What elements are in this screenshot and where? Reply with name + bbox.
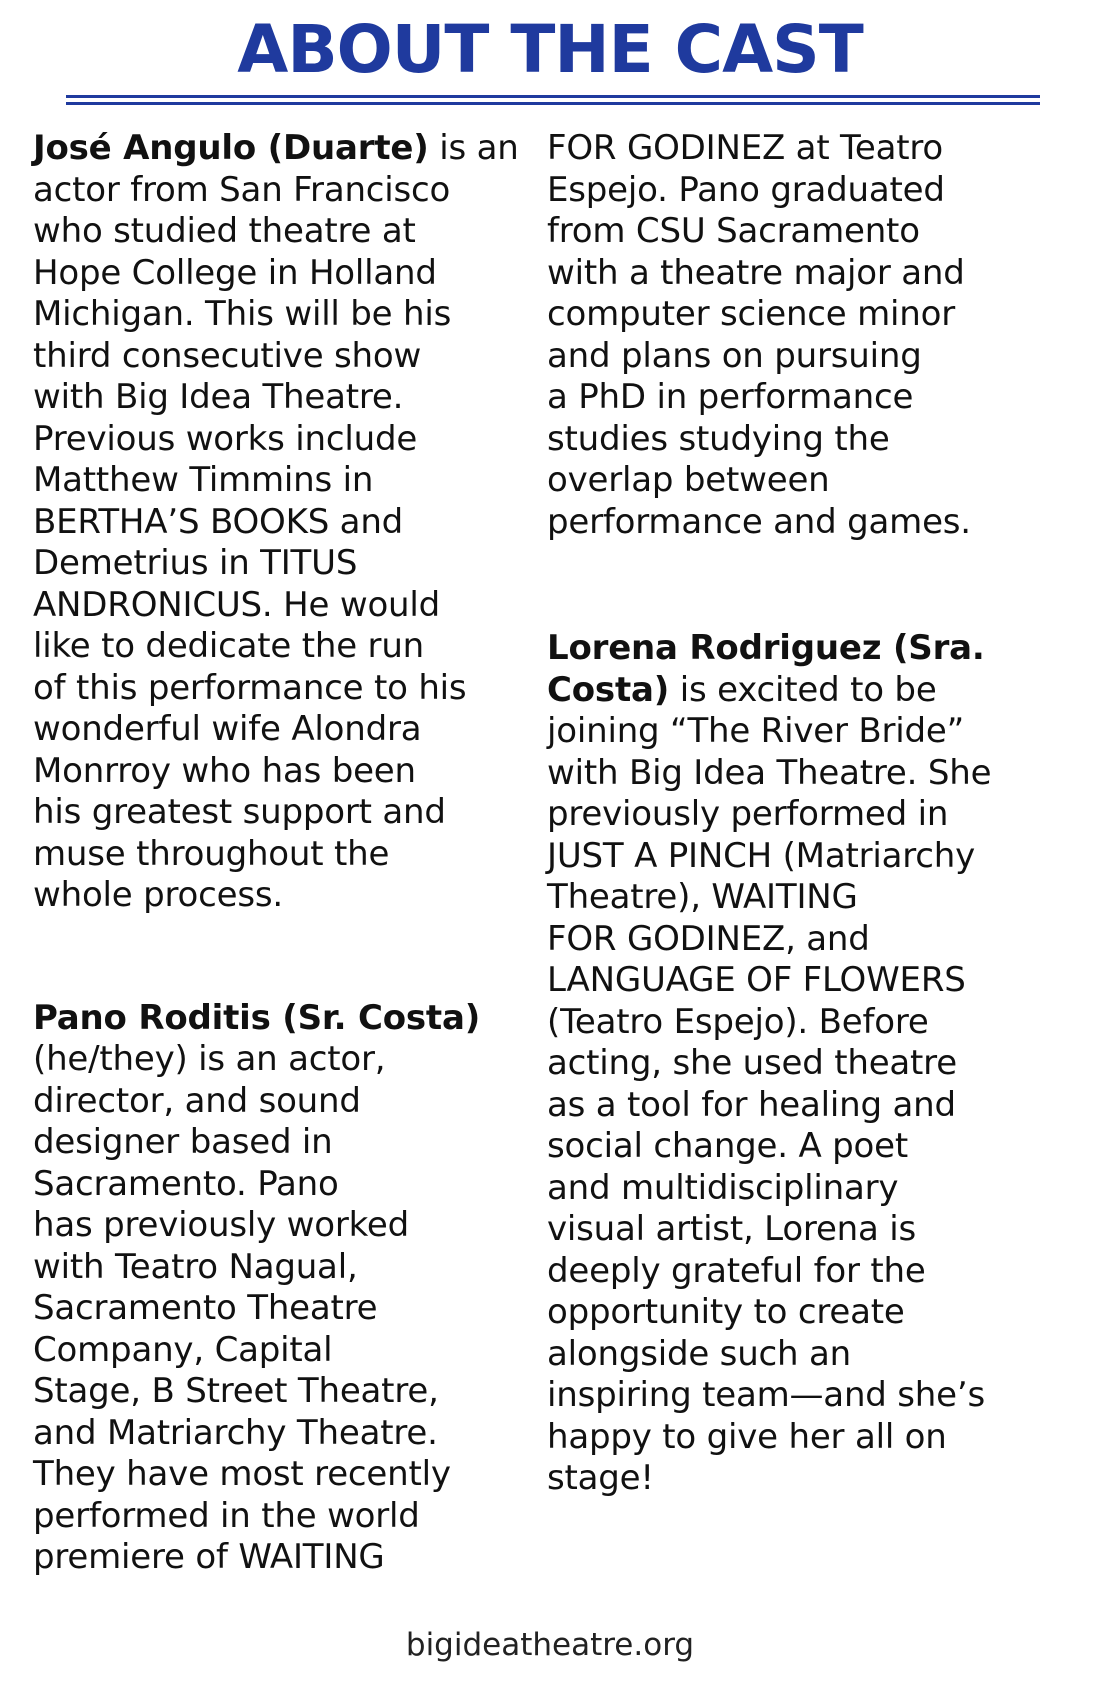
left-column <box>33 128 533 1579</box>
title-divider-bottom <box>66 102 1040 105</box>
bio-pano-roditis <box>33 998 533 1579</box>
bio-text-continuation: FOR GODINEZ at Teatro Espejo. Pano graduated from CSU Sacramento with a theatre major and computer science minor and plans on pursuing a PhD in performance studies studying the overlap between performance and games. <box>547 128 971 542</box>
title-divider-top <box>66 95 1040 98</box>
page-header <box>0 8 1100 92</box>
right-column <box>547 128 1067 1500</box>
bio-name: Lorena Rodriguez (Sra. Costa) <box>547 628 985 710</box>
bio-pano-roditis-continued <box>547 128 1067 543</box>
bio-lorena-rodriguez <box>547 628 1067 1500</box>
page-title: ABOUT THE CAST <box>237 11 863 88</box>
bio-name: José Angulo (Duarte) <box>33 128 429 168</box>
website-url: bigideatheatre.org <box>405 1627 695 1663</box>
bio-text: is excited to be joining “The River Bride” with Big Idea Theatre. She previously performed in JUST A PINCH (Matriarchy Theatre), WAITING FOR GODINEZ, and LANGUAGE OF FLOWERS (Teatro Espejo). Before acting, she used theatre as a tool for healing and social change. A poet and multidisciplinary visual artist, Lorena is deeply grateful for the opportunity to create alongside such an inspiring team—and she’s happy to give her all on stage! <box>547 669 992 1498</box>
footer-website <box>0 1625 1100 1665</box>
bio-jose-angulo <box>33 128 533 917</box>
bio-text: is an actor from San Francisco who studied theatre at Hope College in Holland Michigan. This will be his third consecutive show with Big Idea Theatre. Previous works include Matthew Timmins in BERTHA’S BOOKS and Demetrius in TITUS ANDRONICUS. He would like to dedicate the run of this performance to his wonderful wife Alondra Monrroy who has been his greatest support and muse throughout the whole process. <box>33 128 519 915</box>
bio-name: Pano Roditis (Sr. Costa) <box>33 997 481 1038</box>
bio-text: (he/they) is an actor, director, and sound designer based in Sacramento. Pano has previously worked with Teatro Nagual, Sacramento Theatre Company, Capital Stage, B Street Theatre, and Matriarchy Theatre. They have most recently performed in the world premiere of WAITING <box>33 1039 451 1577</box>
